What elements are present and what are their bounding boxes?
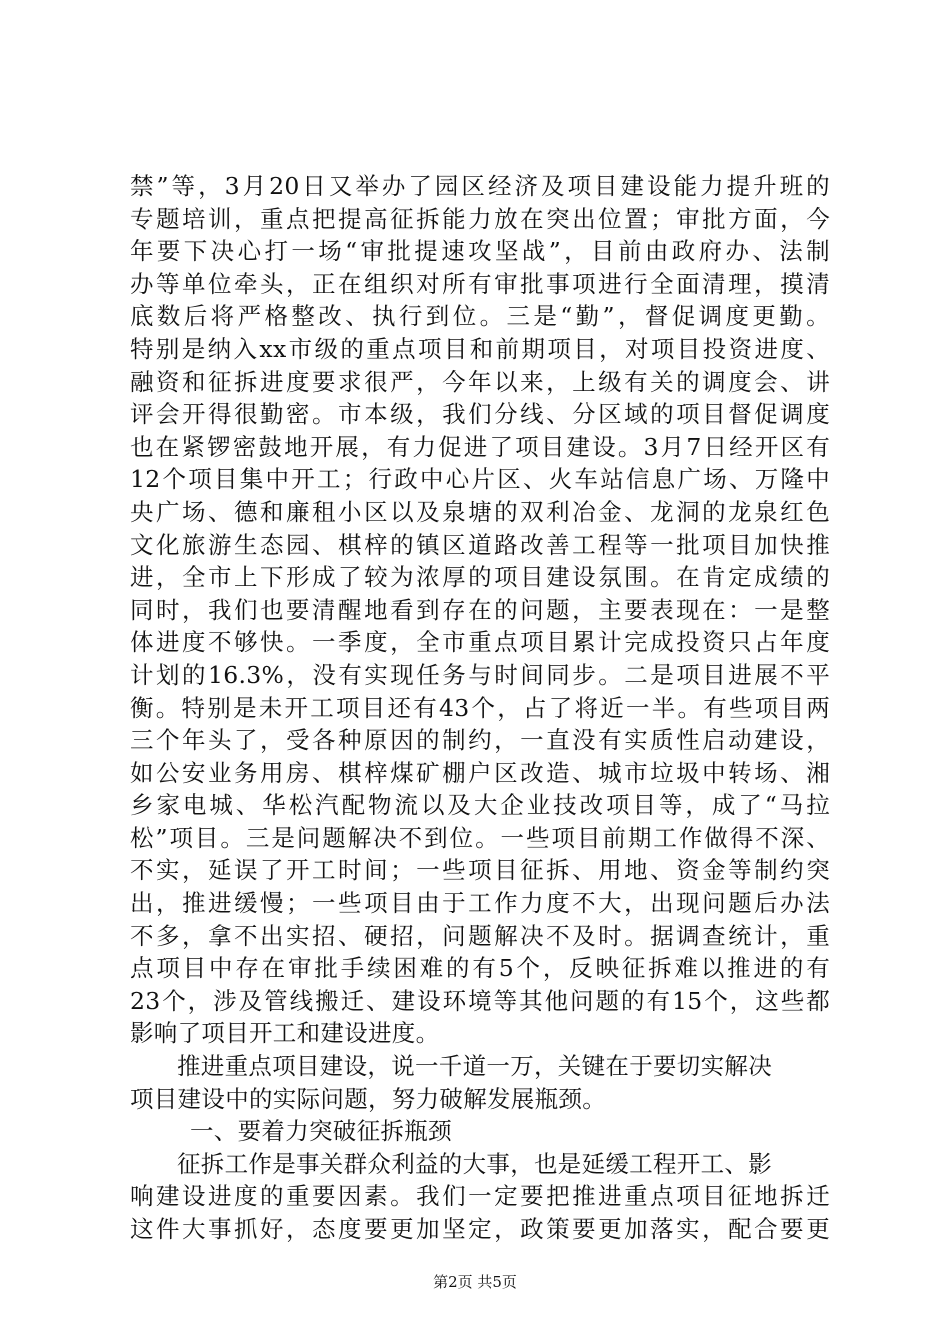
text-line: 出，推进缓慢；一些项目由于工作力度不大，出现问题后办法 — [130, 889, 830, 918]
text-line: 乡家电城、华松汽配物流以及大企业技改项目等，成了“马拉 — [130, 791, 830, 820]
text-line: 禁”等，3月20日又举办了园区经济及项目建设能力提升班的 — [130, 172, 830, 200]
text-line: 融资和征拆进度要求很严，今年以来，上级有关的调度会、讲 — [130, 367, 830, 396]
text-line: 也在紧锣密鼓地开展，有力促进了项目建设。3月7日经开区有 — [130, 432, 830, 461]
text-line: 办等单位牵头，正在组织对所有审批事项进行全面清理，摸清 — [130, 269, 830, 298]
paragraph-first-line: 征拆工作是事关群众利益的大事，也是延缓工程开工、影 — [177, 1149, 772, 1178]
document-body — [130, 170, 830, 1246]
text-line: 23个，涉及管线搬迁、建设环境等其他问题的有15个，这些都 — [130, 986, 830, 1015]
text-line: 项目建设中的实际问题，努力破解发展瓶颈。 — [130, 1084, 606, 1113]
text-line: 底数后将严格整改、执行到位。三是“勤”，督促调度更勤。 — [130, 302, 830, 331]
text-line: 不多，拿不出实招、硬招，问题解决不及时。据调查统计，重 — [130, 921, 830, 950]
text-line: 文化旅游生态园、棋梓的镇区道路改善工程等一批项目加快推 — [130, 530, 830, 559]
text-line: 计划的16.3%，没有实现任务与时间同步。二是项目进展不平 — [130, 660, 830, 689]
text-line: 评会开得很勤密。市本级，我们分线、分区域的项目督促调度 — [130, 400, 830, 429]
text-line: 衡。特别是未开工项目还有43个，占了将近一半。有些项目两 — [130, 693, 830, 722]
text-line: 进，全市上下形成了较为浓厚的项目建设氛围。在肯定成绩的 — [130, 563, 830, 592]
text-line: 这件大事抓好，态度要更加坚定，政策要更加落实，配合要更 — [130, 1215, 830, 1243]
text-line: 响建设进度的重要因素。我们一定要把推进重点项目征地拆迁 — [130, 1182, 830, 1211]
text-line: 央广场、德和廉租小区以及泉塘的双利冶金、龙洞的龙泉红色 — [130, 497, 830, 526]
text-line: 如公安业务用房、棋梓煤矿棚户区改造、城市垃圾中转场、湘 — [130, 758, 830, 787]
text-line: 专题培训，重点把提高征拆能力放在突出位置；审批方面，今 — [130, 204, 830, 233]
text-line: 影响了项目开工和建设进度。 — [130, 1019, 440, 1048]
text-line: 特别是纳入xx市级的重点项目和前期项目，对项目投资进度、 — [130, 334, 830, 363]
text-line: 三个年头了，受各种原因的制约，一直没有实质性启动建设， — [130, 726, 830, 755]
text-line: 体进度不够快。一季度，全市重点项目累计完成投资只占年度 — [130, 628, 830, 657]
section-heading: 一、要着力突破征拆瓶颈 — [190, 1117, 452, 1146]
text-line: 12个项目集中开工；行政中心片区、火车站信息广场、万隆中 — [130, 465, 830, 494]
text-line: 不实，延误了开工时间；一些项目征拆、用地、资金等制约突 — [130, 856, 830, 885]
text-line: 同时，我们也要清醒地看到存在的问题，主要表现在：一是整 — [130, 595, 830, 624]
text-line: 点项目中存在审批手续困难的有5个，反映征拆难以推进的有 — [130, 954, 830, 983]
paragraph-first-line: 推进重点项目建设，说一千道一万，关键在于要切实解决 — [177, 1052, 772, 1081]
text-line: 年要下决心打一场“审批提速攻坚战”，目前由政府办、法制 — [130, 237, 830, 266]
text-line: 松”项目。三是问题解决不到位。一些项目前期工作做得不深、 — [130, 823, 830, 852]
page-number-footer: 第2页 共5页 — [433, 1273, 517, 1291]
